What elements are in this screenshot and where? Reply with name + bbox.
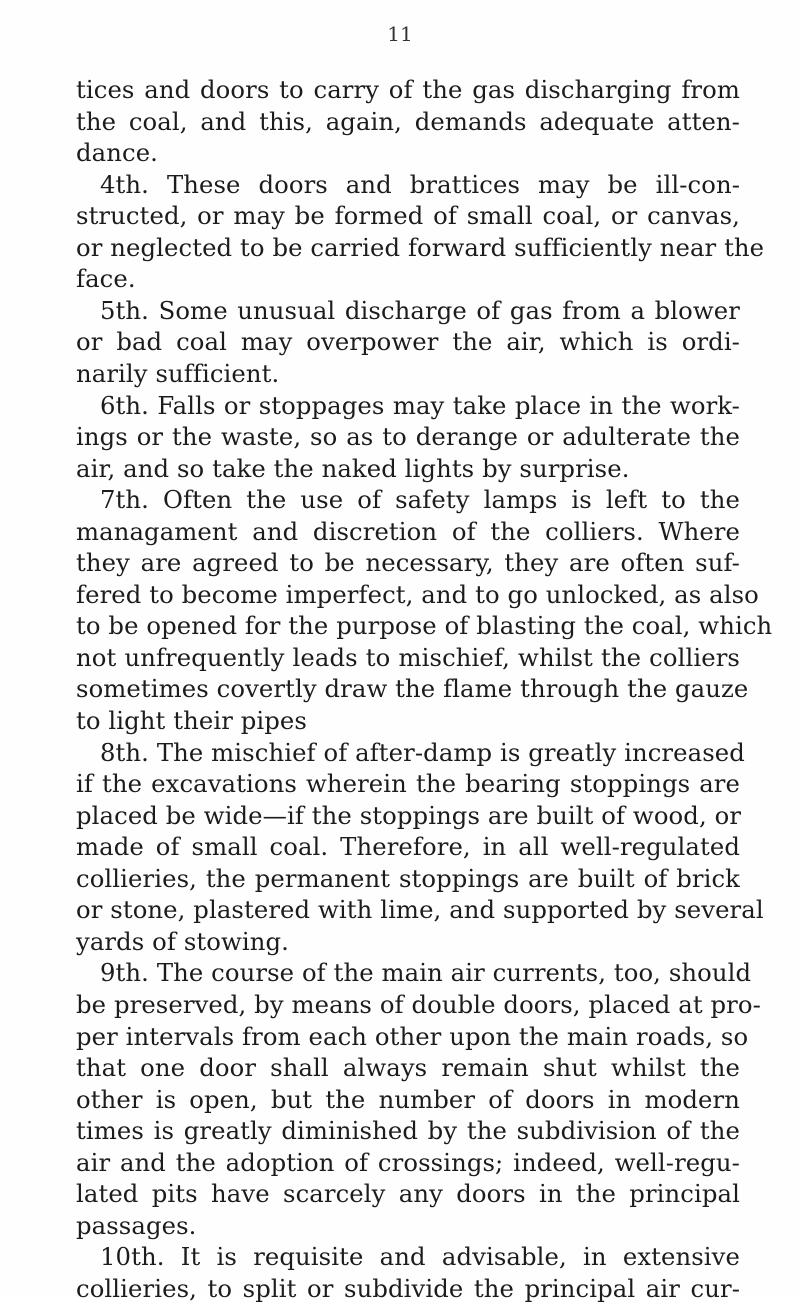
text-line: 7th. Often the use of safety lamps is left to the [100,485,740,515]
text-line: 9th. The course of the main air currents, too, should [100,958,752,988]
text-line: to be opened for the purpose of blasting the coal, which [76,611,773,641]
text-line: lated pits have scarcely any doors in the principal [76,1179,740,1209]
text-line: collieries, to split or subdivide the principal air cur- [76,1273,740,1303]
text-line: to light their pipes [76,706,307,735]
text-line: 10th. It is requisite and advisable, in extensive [100,1242,740,1272]
text-line: air, and so take the naked lights by surprise. [76,453,630,483]
text-line: passages. [76,1210,197,1240]
text-line: face. [76,264,136,294]
text-line: air and the adoption of crossings; indeed, well-regu- [76,1147,740,1177]
text-line: or neglected to be carried forward sufficiently near the [76,232,765,262]
text-line: narily sufficient. [76,358,280,388]
text-line: be preserved, by means of double doors, placed at pro- [76,989,761,1019]
text-line: per intervals from each other upon the main roads, so [76,1021,749,1051]
text-line: fered to become imperfect, and to go unlocked, as also [76,579,759,609]
text-line: ings or the waste, so as to derange or adulterate the [76,422,740,452]
text-line: that one door shall always remain shut whilst the [76,1053,740,1083]
text-line: the coal, and this, again, demands adequate atten- [76,106,740,136]
text-line: collieries, the permanent stoppings are built of brick [76,863,740,893]
text-line: if the excavations wherein the bearing stoppings are [76,769,740,799]
text-line: sometimes covertly draw the flame through the gauze [76,674,749,704]
text-line: made of small coal. Therefore, in all well-regulated [76,832,740,862]
text-line: 5th. Some unusual discharge of gas from a blower [100,295,740,325]
text-line: yards of stowing. [76,926,289,956]
text-line: or bad coal may overpower the air, which is ordi- [76,327,740,357]
text-line: managament and discretion of the colliers. Where [76,516,740,546]
text-line: other is open, but the number of doors in modern [76,1084,740,1114]
text-line: 4th. These doors and brattices may be ill-con- [100,169,740,199]
text-line: structed, or may be formed of small coal, or canvas, [76,201,740,231]
text-line: not unfrequently leads to mischief, whilst the colliers [76,642,740,672]
text-line: or stone, plastered with lime, and supported by several [76,895,764,925]
page-number: 11 [387,22,413,46]
text-line: times is greatly diminished by the subdivision of the [76,1116,740,1146]
text-line: dance. [76,138,158,168]
text-line: 6th. Falls or stoppages may take place in the work- [100,390,740,420]
text-line: placed be wide—if the stoppings are built of wood, or [76,800,742,830]
text-line: they are agreed to be necessary, they are often suf- [76,548,740,578]
text-line: 8th. The mischief of after-damp is greatly increased [100,737,745,767]
text-line: tices and doors to carry of the gas discharging from [76,75,740,104]
